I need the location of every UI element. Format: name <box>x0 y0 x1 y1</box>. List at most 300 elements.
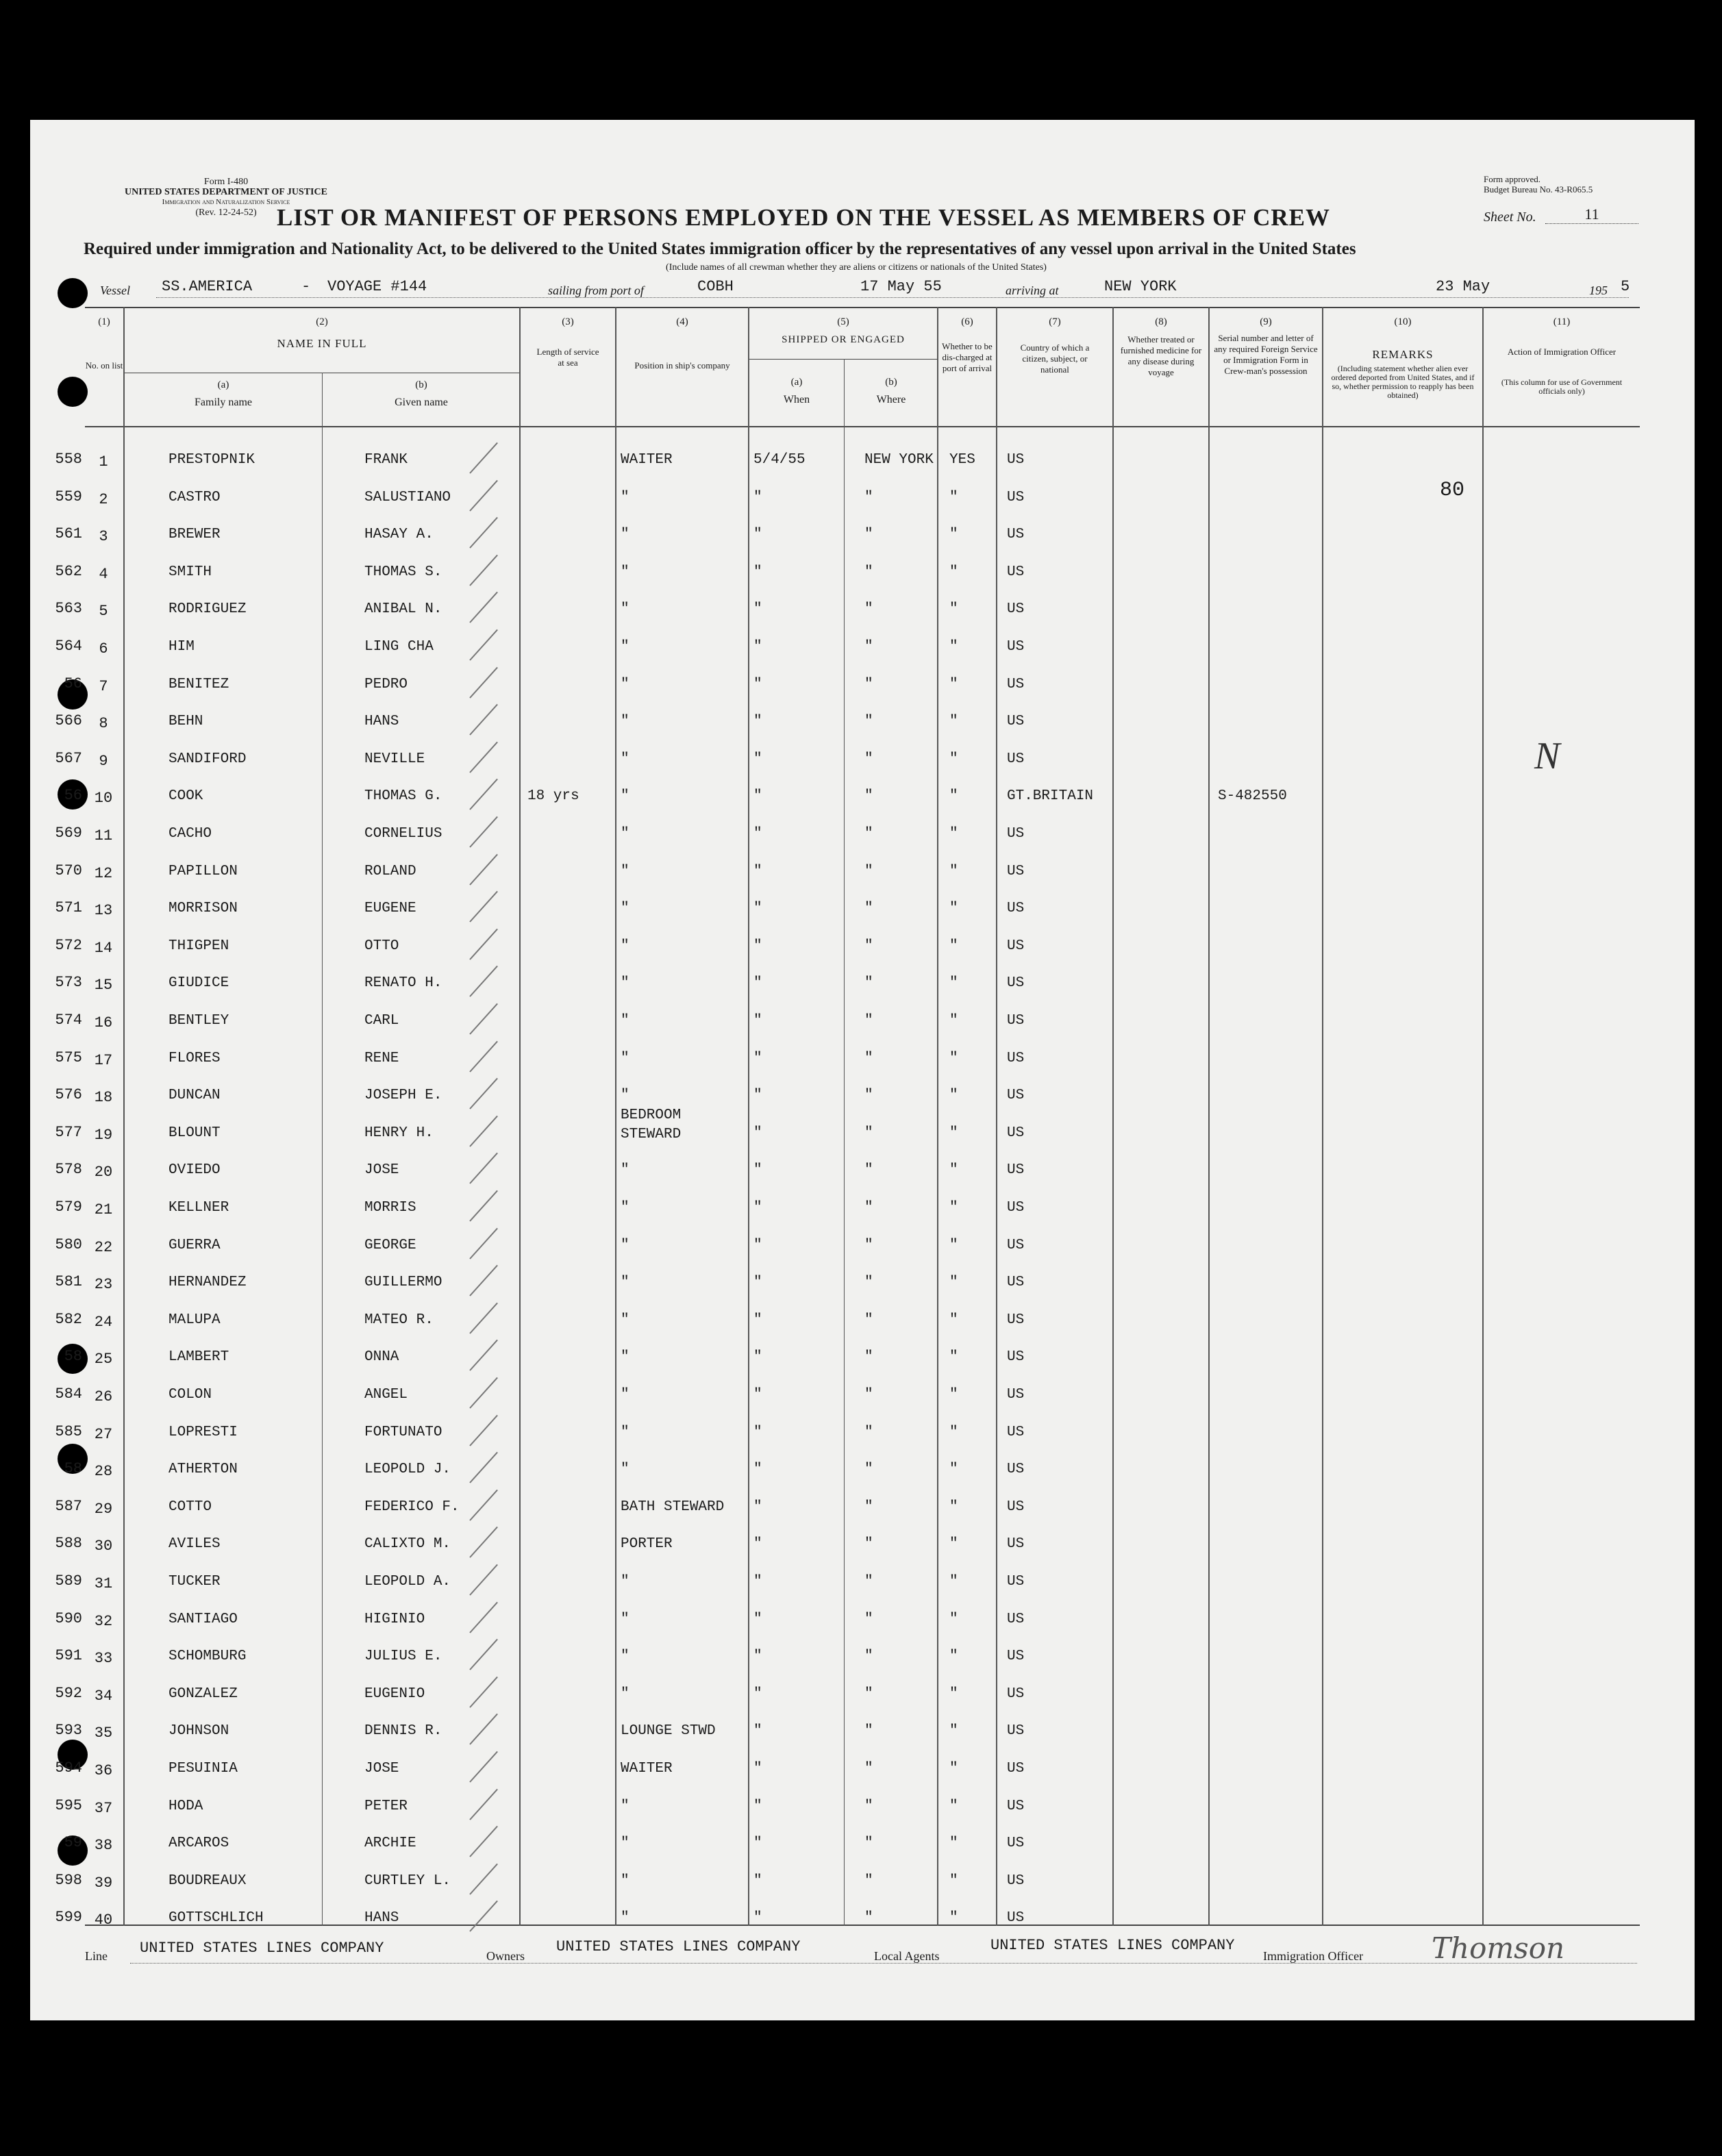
family-name-cell: GONZALEZ <box>169 1686 238 1702</box>
country-cell: US <box>1007 901 1025 916</box>
position-cell: " <box>621 1612 629 1627</box>
given-name-cell: HANS <box>364 714 399 729</box>
list-number: 37 <box>94 1800 113 1817</box>
family-name-cell: OVIEDO <box>169 1162 221 1178</box>
officer-signature: Thomson <box>1432 1931 1565 1965</box>
reference-number: 581 <box>55 1273 82 1290</box>
given-name-cell: PEDRO <box>364 677 408 692</box>
shipped-when-cell: " <box>753 1312 762 1328</box>
discharged-cell: " <box>949 1200 958 1216</box>
shipped-where-cell: " <box>864 1125 873 1141</box>
reference-number: 559 <box>55 488 82 505</box>
country-cell: US <box>1007 1835 1025 1851</box>
discharged-cell: " <box>949 864 958 879</box>
service: Immigration and Naturalization Service <box>162 198 290 206</box>
family-name-cell: GIUDICE <box>169 975 229 991</box>
position-cell: " <box>621 1013 629 1029</box>
header-medicine: Whether treated or furnished medicine for any disease during voyage <box>1120 334 1202 377</box>
col-number: (3) <box>562 316 574 327</box>
shipped-where-cell: " <box>864 601 873 617</box>
list-number: 4 <box>99 566 108 583</box>
list-number: 35 <box>94 1725 113 1742</box>
position-cell: " <box>621 1349 629 1365</box>
country-cell: US <box>1007 1910 1025 1926</box>
header-given-name: Given name <box>395 397 448 408</box>
shipped-when-cell: " <box>753 1349 762 1365</box>
shipped-where-cell: " <box>864 639 873 655</box>
country-cell: US <box>1007 938 1025 954</box>
shipped-where-cell: " <box>864 714 873 729</box>
family-name-cell: BOUDREAUX <box>169 1873 247 1889</box>
country-cell: US <box>1007 1761 1025 1777</box>
list-number: 26 <box>94 1388 113 1405</box>
discharged-cell: " <box>949 1125 958 1141</box>
family-name-cell: RODRIGUEZ <box>169 601 247 617</box>
country-cell: US <box>1007 1013 1025 1029</box>
family-name-cell: COTTO <box>169 1499 212 1515</box>
shipped-when-cell: " <box>753 1612 762 1627</box>
shipped-where-cell: " <box>864 1387 873 1403</box>
year-prefix: 195 <box>1589 284 1608 297</box>
reference-number: 562 <box>55 563 82 580</box>
reference-number: 558 <box>55 451 82 468</box>
shipped-where-cell: " <box>864 1051 873 1066</box>
family-name-cell: SMITH <box>169 564 212 580</box>
discharged-cell: " <box>949 1275 958 1290</box>
given-name-cell: JOSE <box>364 1761 399 1777</box>
shipped-when-cell: " <box>753 826 762 842</box>
header-shipped-engaged: SHIPPED OR ENGAGED <box>782 334 905 345</box>
family-name-cell: KELLNER <box>169 1200 229 1216</box>
position-cell: " <box>621 1387 629 1403</box>
reference-number: 573 <box>55 974 82 991</box>
position-cell: " <box>621 1798 629 1814</box>
shipped-when-cell: " <box>753 1686 762 1702</box>
discharged-cell: " <box>949 1088 958 1103</box>
given-name-cell: CORNELIUS <box>364 826 442 842</box>
discharged-cell: YES <box>949 452 975 468</box>
family-name-cell: ARCAROS <box>169 1835 229 1851</box>
discharged-cell: " <box>949 938 958 954</box>
discharged-cell: " <box>949 1612 958 1627</box>
position-cell: " <box>621 1574 629 1590</box>
col-number: (8) <box>1155 316 1167 327</box>
col-divider <box>844 359 845 1926</box>
family-name-cell: LAMBERT <box>169 1349 229 1365</box>
position-cell: " <box>621 1200 629 1216</box>
list-number: 27 <box>94 1426 113 1443</box>
position-cell: " <box>621 1162 629 1178</box>
shipped-when-cell: " <box>753 1275 762 1290</box>
position-cell: " <box>621 714 629 729</box>
shipped-when-cell: " <box>753 1162 762 1178</box>
list-number: 24 <box>94 1314 113 1331</box>
shipped-where-cell: " <box>864 1275 873 1290</box>
family-name-cell: JOHNSON <box>169 1723 229 1739</box>
shipped-where-cell: " <box>864 826 873 842</box>
country-cell: US <box>1007 1349 1025 1365</box>
given-name-cell: MATEO R. <box>364 1312 434 1328</box>
country-cell: US <box>1007 1200 1025 1216</box>
col-number: (10) <box>1394 316 1412 327</box>
discharged-cell: " <box>949 527 958 542</box>
position-cell: " <box>621 1088 629 1103</box>
country-cell: US <box>1007 1238 1025 1253</box>
list-number: 10 <box>94 790 113 807</box>
discharged-cell: " <box>949 639 958 655</box>
given-name-cell: RENE <box>364 1051 399 1066</box>
discharged-cell: " <box>949 1910 958 1926</box>
shipped-where-cell: " <box>864 1238 873 1253</box>
reference-number: 56 <box>64 675 82 692</box>
col-divider <box>1482 307 1484 1926</box>
list-number: 34 <box>94 1688 113 1705</box>
shipped-when-cell: 5/4/55 <box>753 452 806 468</box>
agents-label: Local Agents <box>874 1949 940 1963</box>
family-name-cell: COOK <box>169 788 203 804</box>
col-number: (4) <box>676 316 688 327</box>
reference-number: 585 <box>55 1423 82 1440</box>
col-number: (11) <box>1553 316 1571 327</box>
reference-number: 579 <box>55 1199 82 1216</box>
discharged-cell: " <box>949 788 958 804</box>
length-of-service-cell: 18 yrs <box>527 788 579 804</box>
form-id: Form I-480 <box>203 177 249 187</box>
include-note: (Include names of all crewman whether they are aliens or citizens or nationals of the United States) <box>666 262 1047 273</box>
list-number: 33 <box>94 1650 113 1667</box>
shipped-where-cell: " <box>864 1349 873 1365</box>
col-divider <box>123 307 125 1926</box>
given-name-cell: LEOPOLD J. <box>364 1462 451 1477</box>
header-position: Position in ship's company <box>634 360 730 371</box>
table-bottom-rule <box>85 1925 1640 1926</box>
shipped-where-cell: " <box>864 1835 873 1851</box>
col-divider <box>322 373 323 1926</box>
shipped-where-cell: " <box>864 677 873 692</box>
discharged-cell: " <box>949 1761 958 1777</box>
given-name-cell: NEVILLE <box>364 751 425 767</box>
list-number: 40 <box>94 1911 113 1929</box>
reference-number: 599 <box>55 1909 82 1926</box>
shipped-where-cell: " <box>864 864 873 879</box>
reference-number: 591 <box>55 1647 82 1664</box>
country-cell: US <box>1007 1125 1025 1141</box>
shipped-when-cell: " <box>753 1835 762 1851</box>
given-name-cell: FRANK <box>364 452 408 468</box>
list-number: 38 <box>94 1837 113 1854</box>
owners-company: UNITED STATES LINES COMPANY <box>556 1938 801 1955</box>
shipped-when-cell: " <box>753 601 762 617</box>
remarks-cell: 80 <box>1440 479 1465 502</box>
shipped-where-cell: " <box>864 1162 873 1178</box>
shipped-when-cell: " <box>753 1873 762 1889</box>
sailing-label: sailing from port of <box>548 284 644 297</box>
family-name-cell: PRESTOPNIK <box>169 452 255 468</box>
country-cell: US <box>1007 1425 1025 1440</box>
list-number: 28 <box>94 1463 113 1480</box>
reference-number: 567 <box>55 750 82 767</box>
shipped-when-cell: " <box>753 1649 762 1664</box>
country-cell: US <box>1007 714 1025 729</box>
col-number: (6) <box>961 316 973 327</box>
reference-number: 592 <box>55 1685 82 1702</box>
country-cell: US <box>1007 1536 1025 1552</box>
country-cell: US <box>1007 1612 1025 1627</box>
discharged-cell: " <box>949 677 958 692</box>
discharged-cell: " <box>949 1462 958 1477</box>
shipped-where-cell: " <box>864 938 873 954</box>
col-divider <box>748 307 749 1926</box>
discharged-cell: " <box>949 1051 958 1066</box>
country-cell: US <box>1007 639 1025 655</box>
given-name-cell: THOMAS G. <box>364 788 442 804</box>
reference-number: 588 <box>55 1535 82 1552</box>
list-number: 2 <box>99 491 108 508</box>
header-remarks-note: (Including statement whether alien ever ordered deported from United States, and if so, whether permission to reapply has been obtained) <box>1331 364 1475 400</box>
list-number: 23 <box>94 1276 113 1293</box>
position-cell: " <box>621 864 629 879</box>
discharged-cell: " <box>949 490 958 505</box>
port-to: NEW YORK <box>1104 278 1177 295</box>
discharged-cell: " <box>949 1574 958 1590</box>
shipped-where-cell: " <box>864 1536 873 1552</box>
position-cell: " <box>621 1835 629 1851</box>
discharged-cell: " <box>949 1835 958 1851</box>
given-name-cell: FEDERICO F. <box>364 1499 460 1515</box>
shipped-when-cell: " <box>753 714 762 729</box>
country-cell: US <box>1007 1088 1025 1103</box>
reference-number: 587 <box>55 1498 82 1515</box>
shipped-where-cell: " <box>864 490 873 505</box>
date-from: 17 May 55 <box>860 278 942 295</box>
table-header-rule <box>85 426 1640 427</box>
position-cell: PORTER <box>621 1536 673 1552</box>
reference-number: 584 <box>55 1386 82 1403</box>
binder-hole <box>58 377 88 407</box>
position-cell: WAITER <box>621 452 673 468</box>
arriving-label: arriving at <box>1006 284 1059 297</box>
vessel-label: Vessel <box>100 284 130 297</box>
position-cell: " <box>621 1649 629 1664</box>
shipped-where-cell: " <box>864 1013 873 1029</box>
family-name-cell: MALUPA <box>169 1312 221 1328</box>
family-name-cell: BLOUNT <box>169 1125 221 1141</box>
given-name-cell: MORRIS <box>364 1200 416 1216</box>
reference-number: 580 <box>55 1236 82 1253</box>
list-number: 16 <box>94 1014 113 1031</box>
header-length-of-service: Length of service at sea <box>536 347 599 368</box>
shipped-where-cell: " <box>864 901 873 916</box>
list-number: 36 <box>94 1762 113 1779</box>
shipped-where-cell: " <box>864 1574 873 1590</box>
country-cell: US <box>1007 1051 1025 1066</box>
header-country: Country of which a citizen, subject, or national <box>1020 342 1090 375</box>
country-cell: US <box>1007 975 1025 991</box>
list-number: 17 <box>94 1052 113 1069</box>
position-cell: " <box>621 975 629 991</box>
position-cell: " <box>621 826 629 842</box>
col-sub-b: (b) <box>885 377 897 388</box>
col-number: (1) <box>98 316 110 327</box>
position-cell: " <box>621 527 629 542</box>
shipped-where-cell: " <box>864 975 873 991</box>
shipped-where-cell: " <box>864 1910 873 1926</box>
discharged-cell: " <box>949 826 958 842</box>
given-name-cell: HANS <box>364 1910 399 1926</box>
list-number: 8 <box>99 715 108 732</box>
reference-number: 564 <box>55 638 82 655</box>
list-number: 18 <box>94 1089 113 1106</box>
family-name-cell: BENTLEY <box>169 1013 229 1029</box>
position-cell: " <box>621 1462 629 1477</box>
shipped-where-cell: " <box>864 1761 873 1777</box>
sheet-label: Sheet No. <box>1484 210 1536 225</box>
country-cell: US <box>1007 1686 1025 1702</box>
shipped-when-cell: " <box>753 1910 762 1926</box>
shipped-when-cell: " <box>753 1761 762 1777</box>
header-action-note: (This column for use of Government officials only) <box>1501 377 1623 396</box>
family-name-cell: CACHO <box>169 826 212 842</box>
family-name-cell: BREWER <box>169 527 221 542</box>
given-name-cell: ANGEL <box>364 1387 408 1403</box>
given-name-cell: GEORGE <box>364 1238 416 1253</box>
list-number: 3 <box>99 528 108 545</box>
shipped-when-cell: " <box>753 975 762 991</box>
country-cell: US <box>1007 1275 1025 1290</box>
position-cell: " <box>621 601 629 617</box>
reference-number: 570 <box>55 862 82 879</box>
shipped-when-cell: " <box>753 1200 762 1216</box>
col-number: (7) <box>1049 316 1061 327</box>
voyage-underline <box>156 297 1629 298</box>
position-cell: " <box>621 1686 629 1702</box>
list-number: 30 <box>94 1538 113 1555</box>
page-title: LIST OR MANIFEST OF PERSONS EMPLOYED ON THE VESSEL AS MEMBERS OF CREW <box>277 204 1331 231</box>
reference-number: 577 <box>55 1124 82 1141</box>
date-to: 23 May <box>1436 278 1490 295</box>
page-subtitle: Required under immigration and Nationality Act, to be delivered to the United States immigration officer by the representatives of any vessel upon arrival in the United States <box>84 240 1356 258</box>
shipped-when-cell: " <box>753 1723 762 1739</box>
reference-number: 569 <box>55 825 82 842</box>
officer-label: Immigration Officer <box>1263 1949 1364 1963</box>
shipped-when-cell: " <box>753 938 762 954</box>
country-cell: US <box>1007 1499 1025 1515</box>
shipped-when-cell: " <box>753 527 762 542</box>
discharged-cell: " <box>949 1798 958 1814</box>
position-cell: " <box>621 1873 629 1889</box>
reference-number: 598 <box>55 1872 82 1889</box>
list-number: 12 <box>94 865 113 882</box>
given-name-cell: LING CHA <box>364 639 434 655</box>
shipped-where-cell: " <box>864 1686 873 1702</box>
list-number: 22 <box>94 1239 113 1256</box>
reference-number: 563 <box>55 600 82 617</box>
position-cell: " <box>621 1312 629 1328</box>
shipped-where-cell: " <box>864 1723 873 1739</box>
shipped-when-cell: " <box>753 788 762 804</box>
discharged-cell: " <box>949 1312 958 1328</box>
list-number: 14 <box>94 940 113 957</box>
header-name-in-full: NAME IN FULL <box>277 337 367 350</box>
discharged-cell: " <box>949 901 958 916</box>
discharged-cell: " <box>949 1536 958 1552</box>
family-name-cell: GUERRA <box>169 1238 221 1253</box>
col-divider <box>615 307 616 1926</box>
country-cell: US <box>1007 1798 1025 1814</box>
budget-bureau: Budget Bureau No. 43-R065.5 <box>1484 184 1593 195</box>
form-approved: Form approved. <box>1484 174 1541 184</box>
family-name-cell: COLON <box>169 1387 212 1403</box>
country-cell: US <box>1007 1649 1025 1664</box>
header-remarks: REMARKS <box>1372 348 1434 361</box>
list-number: 32 <box>94 1613 113 1630</box>
family-name-cell: AVILES <box>169 1536 221 1552</box>
given-name-cell: EUGENE <box>364 901 416 916</box>
shipped-where-cell: " <box>864 751 873 767</box>
given-name-cell: SALUSTIANO <box>364 490 451 505</box>
given-name-cell: CALIXTO M. <box>364 1536 451 1552</box>
family-name-cell: DUNCAN <box>169 1088 221 1103</box>
table-top-rule <box>85 307 1640 308</box>
country-cell: US <box>1007 751 1025 767</box>
family-name-cell: MORRISON <box>169 901 238 916</box>
reference-number: 590 <box>55 1610 82 1627</box>
agents-company: UNITED STATES LINES COMPANY <box>990 1937 1235 1954</box>
discharged-cell: " <box>949 975 958 991</box>
serial-number-cell: S-482550 <box>1218 788 1287 804</box>
shipped-when-cell: " <box>753 901 762 916</box>
shipped-when-cell: " <box>753 1798 762 1814</box>
family-name-cell: BENITEZ <box>169 677 229 692</box>
col-divider <box>996 307 997 1926</box>
reference-number: 575 <box>55 1049 82 1066</box>
given-name-cell: JOSEPH E. <box>364 1088 442 1103</box>
given-name-cell: JOSE <box>364 1162 399 1178</box>
shipped-when-cell: " <box>753 1238 762 1253</box>
list-number: 13 <box>94 902 113 919</box>
given-name-cell: EUGENIO <box>364 1686 425 1702</box>
given-name-cell: ANIBAL N. <box>364 601 442 617</box>
given-name-cell: RENATO H. <box>364 975 442 991</box>
family-name-cell: HIM <box>169 639 195 655</box>
col-sub-b: (b) <box>415 379 427 390</box>
col-divider <box>1208 307 1210 1926</box>
discharged-cell: " <box>949 601 958 617</box>
discharged-cell: " <box>949 1162 958 1178</box>
family-name-cell: TUCKER <box>169 1574 221 1590</box>
shipped-where-cell: " <box>864 1649 873 1664</box>
list-number: 19 <box>94 1127 113 1144</box>
position-cell: " <box>621 1238 629 1253</box>
position-cell: " <box>621 1051 629 1066</box>
shipped-when-cell: " <box>753 1051 762 1066</box>
family-name-cell: ATHERTON <box>169 1462 238 1477</box>
shipped-where-cell: " <box>864 1873 873 1889</box>
reference-number: 571 <box>55 899 82 916</box>
family-name-cell: HERNANDEZ <box>169 1275 247 1290</box>
line-company: UNITED STATES LINES COMPANY <box>140 1940 384 1957</box>
reference-number: 56 <box>64 787 82 804</box>
country-cell: US <box>1007 1462 1025 1477</box>
list-number: 20 <box>94 1164 113 1181</box>
position-cell: LOUNGE STWD <box>621 1723 716 1739</box>
shipped-where-cell: " <box>864 1425 873 1440</box>
shipped-when-cell: " <box>753 751 762 767</box>
approval-block <box>1484 174 1593 195</box>
list-number: 7 <box>99 678 108 695</box>
col-number: (5) <box>837 316 849 327</box>
shipped-when-cell: " <box>753 1462 762 1477</box>
